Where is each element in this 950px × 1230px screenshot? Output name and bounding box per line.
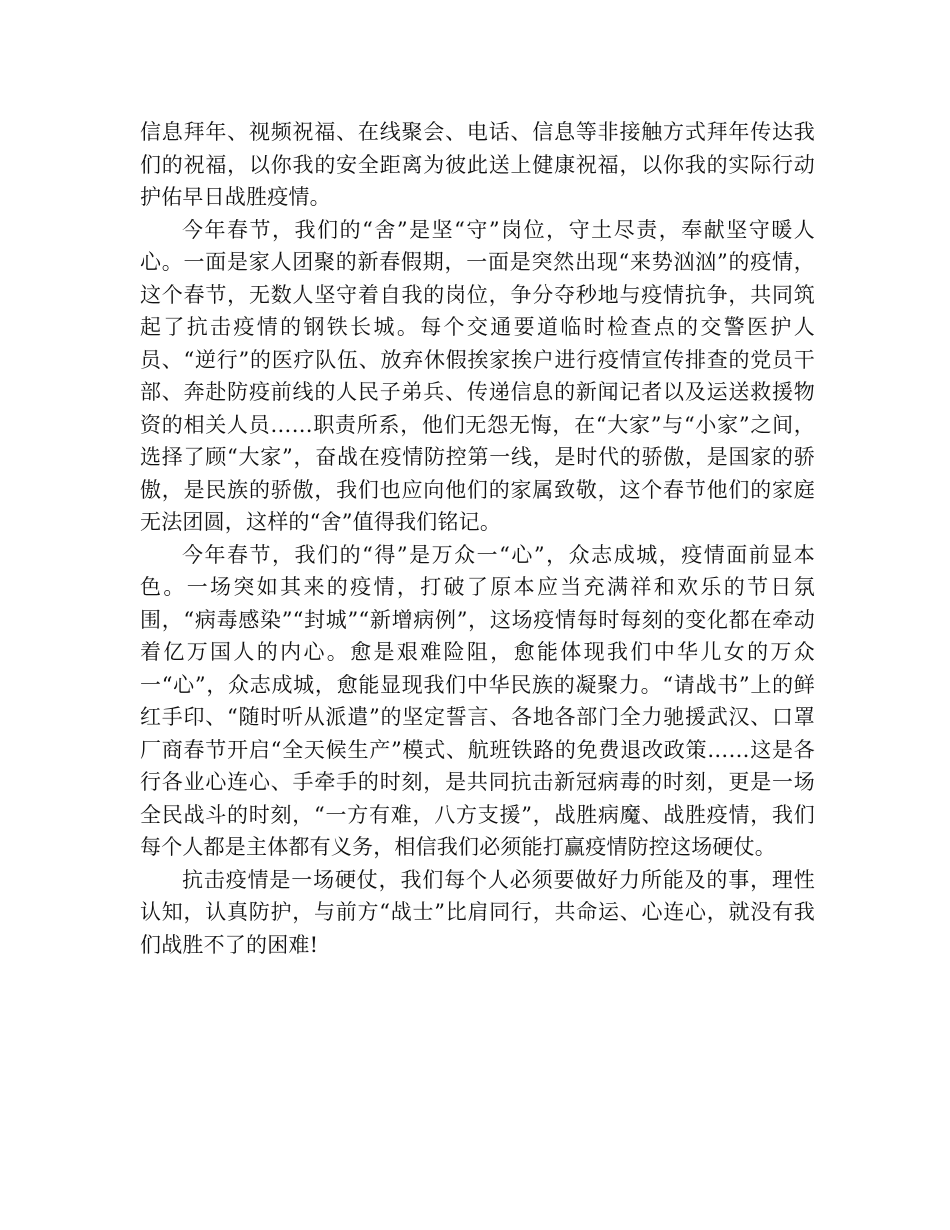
paragraph-de: 今年春节，我们的“得”是万众一“心”，众志成城，疫情面前显本色。一场突如其来的疫情，打破了原本应当充满祥和欢乐的节日氛围，“病毒感染”“封城”“新增病例”，这场疫情每时每刻的变化都在牵动着亿万国人的内心。愈是艰难险阻，愈能体现我们中华儿女的万众一“心”，众志成城，愈能显现我们中华民族的凝聚力。“请战书”上的鲜红手印、“随时听从派遣”的坚定誓言、各地各部门全力驰援武汉、口罩厂商春节开启“全天候生产”模式、航班铁路的免费退改政策……这是各行各业心连心、手牵手的时刻，是共同抗击新冠病毒的时刻，更是一场全民战斗的时刻，“一方有难，八方支援”，战胜病魔、战胜疫情，我们每个人都是主体都有义务，相信我们必须能打赢疫情防控这场硬仗。 <box>140 542 815 859</box>
document-body <box>140 116 815 961</box>
paragraph-conclusion: 抗击疫情是一场硬仗，我们每个人必须要做好力所能及的事，理性认知，认真防护，与前方“战士”比肩同行，共命运、心连心，就没有我们战胜不了的困难! <box>140 867 815 957</box>
paragraph-continued: 信息拜年、视频祝福、在线聚会、电话、信息等非接触方式拜年传达我们的祝福，以你我的安全距离为彼此送上健康祝福，以你我的实际行动护佑早日战胜疫情。 <box>140 120 815 209</box>
paragraph-she: 今年春节，我们的“舍”是坚“守”岗位，守土尽责，奉献坚守暖人心。一面是家人团聚的新春假期，一面是突然出现“来势汹汹”的疫情，这个春节，无数人坚守着自我的岗位，争分夺秒地与疫情抗争，共同筑起了抗击疫情的钢铁长城。每个交通要道临时检查点的交警医护人员、“逆行”的医疗队伍、放弃休假挨家挨户进行疫情宣传排查的党员干部、奔赴防疫前线的人民子弟兵、传递信息的新闻记者以及运送救援物资的相关人员……职责所系，他们无怨无悔，在“大家”与“小家”之间，选择了顾“大家”，奋战在疫情防控第一线，是时代的骄傲，是国家的骄傲，是民族的骄傲，我们也应向他们的家属致敬，这个春节他们的家庭无法团圆，这样的“舍”值得我们铭记。 <box>140 217 815 534</box>
